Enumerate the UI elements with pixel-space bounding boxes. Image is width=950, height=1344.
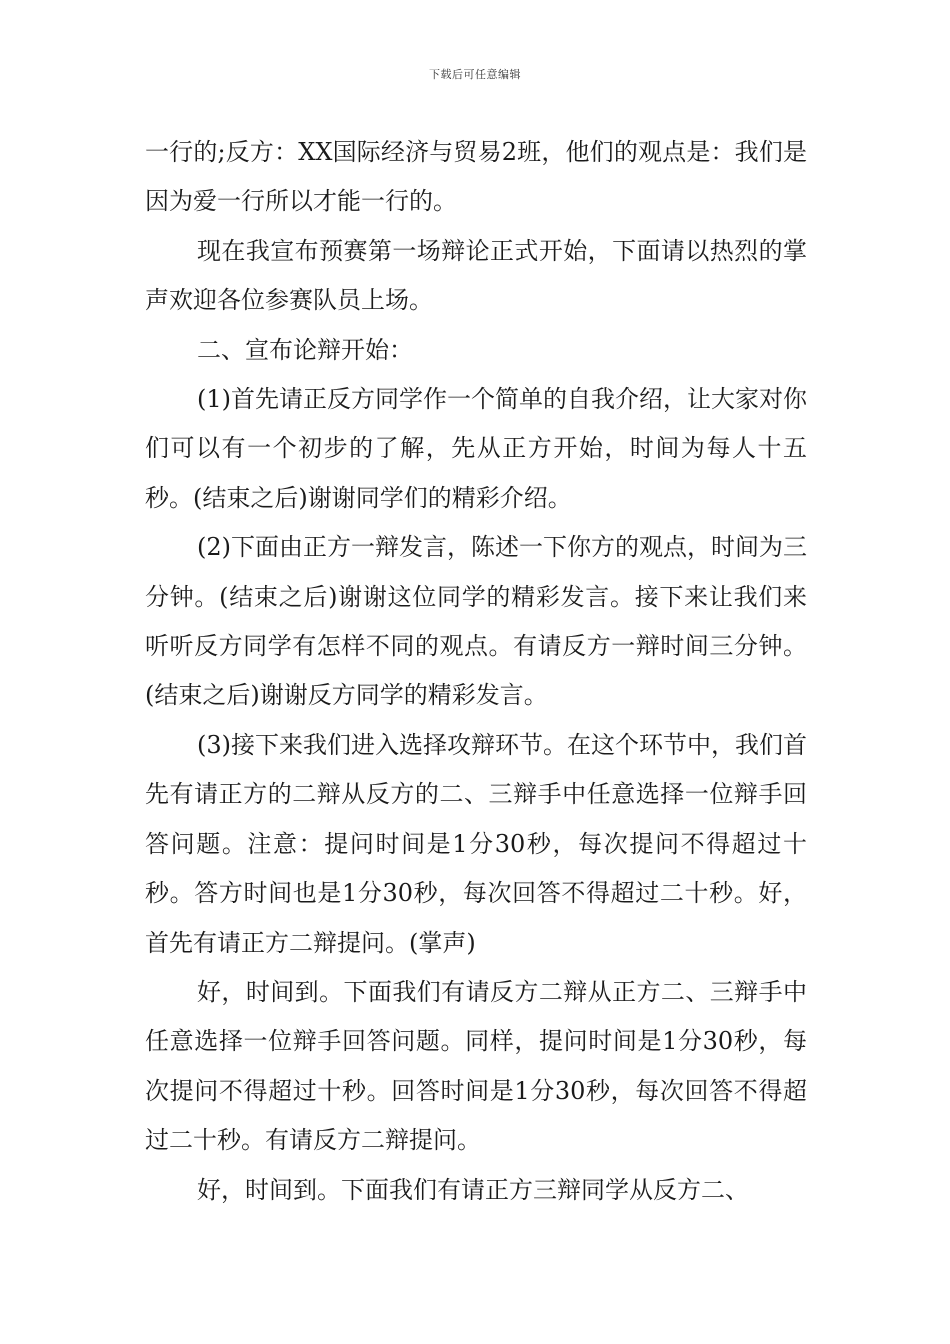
paragraph-7: 好，时间到。下面我们有请反方二辩从正方二、三辩手中任意选择一位辩手回答问题。同样，提问时间是1分30秒，每次提问不得超过十秒。回答时间是1分30秒，每次回答不得超过二十秒。有请反方二辩提问。 xyxy=(145,977,807,1155)
paragraph-4: (1)首先请正反方同学作一个简单的自我介绍，让大家对你们可以有一个初步的了解，先从正方开始，时间为每人十五秒。(结束之后)谢谢同学们的精彩介绍。 xyxy=(145,385,807,512)
document-body xyxy=(145,128,807,1215)
paragraph-3-section-heading: 二、宣布论辩开始： xyxy=(197,335,413,364)
paragraph-2: 现在我宣布预赛第一场辩论正式开始，下面请以热烈的掌声欢迎各位参赛队员上场。 xyxy=(145,236,807,315)
paragraph-8: 好，时间到。下面我们有请正方三辩同学从反方二、 xyxy=(197,1175,749,1204)
page-header: 下载后可任意编辑 xyxy=(429,68,521,81)
paragraph-6: (3)接下来我们进入选择攻辩环节。在这个环节中，我们首先有请正方的二辩从反方的二、三辩手中任意选择一位辩手回答问题。注意：提问时间是1分30秒，每次提问不得超过十秒。答方时间也是1分30秒，每次回答不得超过二十秒。好，首先有请正方二辩提问。(掌声) xyxy=(145,730,807,957)
paragraph-1: 一行的;反方：XX国际经济与贸易2班，他们的观点是：我们是因为爱一行所以才能一行的。 xyxy=(145,138,807,216)
paragraph-5: (2)下面由正方一辩发言，陈述一下你方的观点，时间为三分钟。(结束之后)谢谢这位同学的精彩发言。接下来让我们来听听反方同学有怎样不同的观点。有请反方一辩时间三分钟。(结束之后)谢谢反方同学的精彩发言。 xyxy=(145,533,807,710)
